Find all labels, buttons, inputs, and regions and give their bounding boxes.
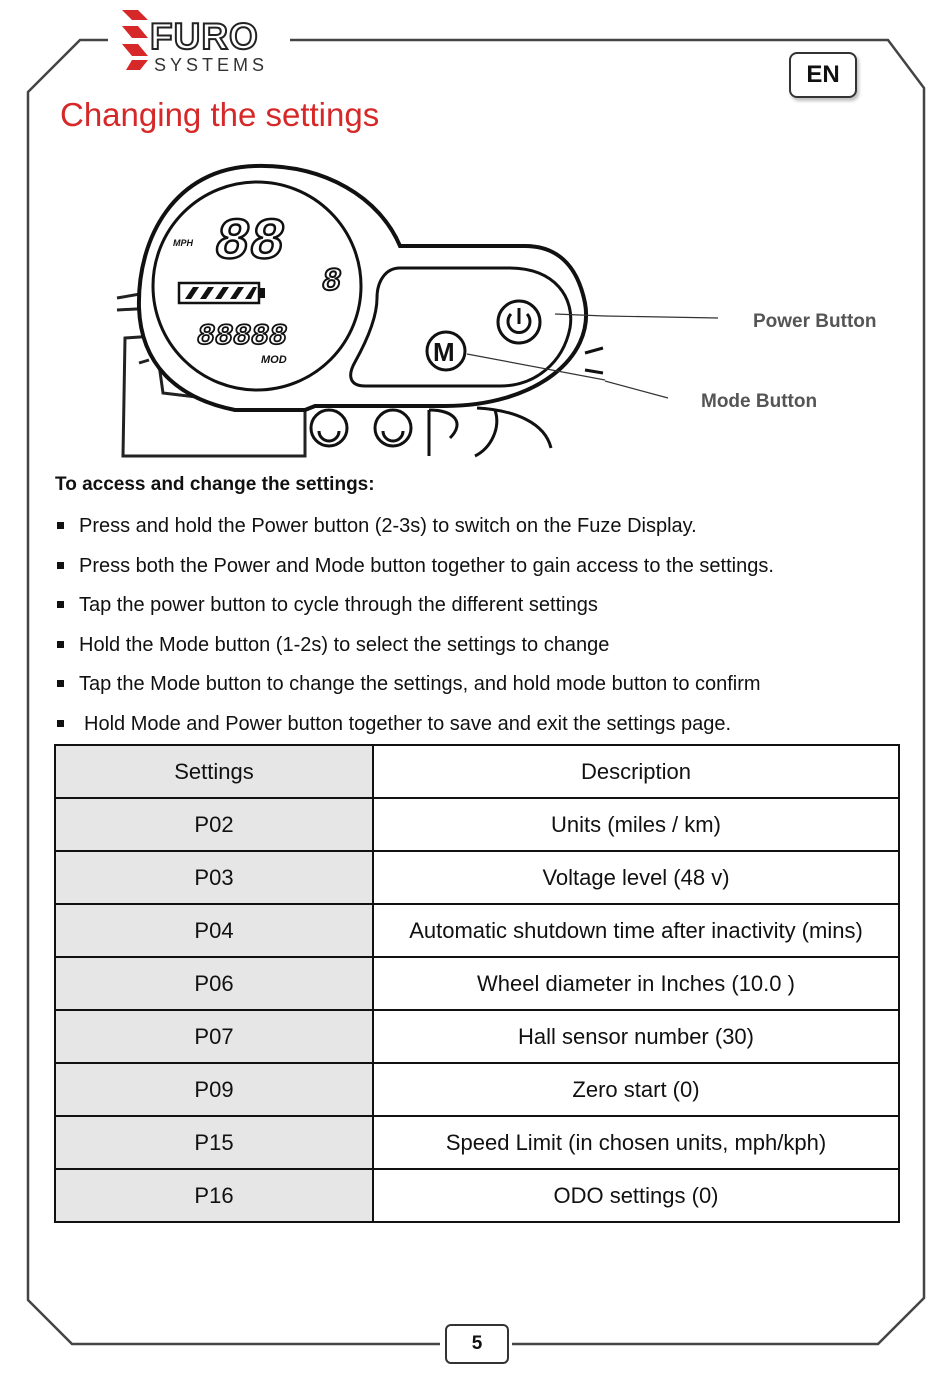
list-item bbox=[55, 552, 774, 592]
assist-level-readout: 8 bbox=[322, 263, 342, 300]
list-item bbox=[55, 512, 774, 552]
setting-code: P16 bbox=[55, 1169, 373, 1222]
list-item bbox=[55, 670, 774, 710]
setting-description: Units (miles / km) bbox=[373, 798, 899, 851]
column-header-description: Description bbox=[373, 745, 899, 798]
step-text: Tap the Mode button to change the settings, and hold mode button to confirm bbox=[79, 673, 761, 696]
instruction-list bbox=[55, 512, 774, 750]
table-header-row bbox=[55, 745, 899, 798]
bullet-square-icon bbox=[57, 680, 64, 687]
table-row bbox=[55, 798, 899, 851]
setting-description: Voltage level (48 v) bbox=[373, 851, 899, 904]
display-illustration bbox=[115, 148, 605, 458]
settings-table bbox=[54, 744, 900, 1223]
language-badge[interactable]: EN bbox=[789, 52, 857, 98]
list-item bbox=[55, 591, 774, 631]
setting-description: Automatic shutdown time after inactivity (mins) bbox=[373, 904, 899, 957]
setting-description: Wheel diameter in Inches (10.0 ) bbox=[373, 957, 899, 1010]
mod-label: MOD bbox=[261, 354, 287, 366]
logo-mark-icon bbox=[118, 8, 154, 74]
page-number: 5 bbox=[445, 1324, 509, 1364]
step-text: Press both the Power and Mode button together to gain access to the settings. bbox=[79, 554, 774, 577]
page-title: Changing the settings bbox=[60, 96, 380, 133]
table-row bbox=[55, 904, 899, 957]
setting-description: Hall sensor number (30) bbox=[373, 1010, 899, 1063]
setting-code: P06 bbox=[55, 957, 373, 1010]
table-row bbox=[55, 1063, 899, 1116]
step-text: Press and hold the Power button (2-3s) to switch on the Fuze Display. bbox=[79, 515, 697, 537]
mode-button-icon[interactable] bbox=[427, 332, 465, 370]
setting-code: P03 bbox=[55, 851, 373, 904]
power-button-icon[interactable] bbox=[498, 301, 540, 343]
step-text: Hold the Mode button (1-2s) to select the settings to change bbox=[79, 633, 610, 656]
setting-description: ODO settings (0) bbox=[373, 1169, 899, 1222]
setting-description: Speed Limit (in chosen units, mph/kph) bbox=[373, 1116, 899, 1169]
bullet-square-icon bbox=[57, 562, 64, 569]
table-row bbox=[55, 957, 899, 1010]
power-button-callout: Power Button bbox=[753, 311, 877, 332]
bullet-square-icon bbox=[57, 720, 64, 727]
speed-readout: 88 bbox=[215, 211, 285, 276]
setting-code: P04 bbox=[55, 904, 373, 957]
setting-code: P02 bbox=[55, 798, 373, 851]
setting-code: P09 bbox=[55, 1063, 373, 1116]
column-header-settings: Settings bbox=[55, 745, 373, 798]
table-row bbox=[55, 1116, 899, 1169]
speed-unit-label: MPH bbox=[173, 238, 193, 248]
table-row bbox=[55, 1010, 899, 1063]
step-text: Hold Mode and Power button together to save and exit the settings page. bbox=[84, 712, 732, 735]
odometer-readout: 88888 bbox=[197, 320, 288, 354]
setting-code: P15 bbox=[55, 1116, 373, 1169]
bullet-square-icon bbox=[57, 601, 64, 608]
mode-button-glyph: M bbox=[433, 337, 455, 367]
instructions-heading: To access and change the settings: bbox=[55, 474, 375, 495]
brand-logo bbox=[118, 8, 283, 74]
setting-code: P07 bbox=[55, 1010, 373, 1063]
logo-subtitle: SYSTEMS bbox=[154, 55, 269, 75]
bullet-square-icon bbox=[57, 641, 64, 648]
table-row bbox=[55, 851, 899, 904]
table-row bbox=[55, 1169, 899, 1222]
bullet-square-icon bbox=[57, 522, 64, 529]
logo-wordmark: FURO bbox=[150, 16, 259, 57]
step-text: Tap the power button to cycle through the different settings bbox=[79, 594, 598, 617]
mode-button-callout: Mode Button bbox=[701, 391, 818, 412]
setting-description: Zero start (0) bbox=[373, 1063, 899, 1116]
list-item bbox=[55, 631, 774, 671]
